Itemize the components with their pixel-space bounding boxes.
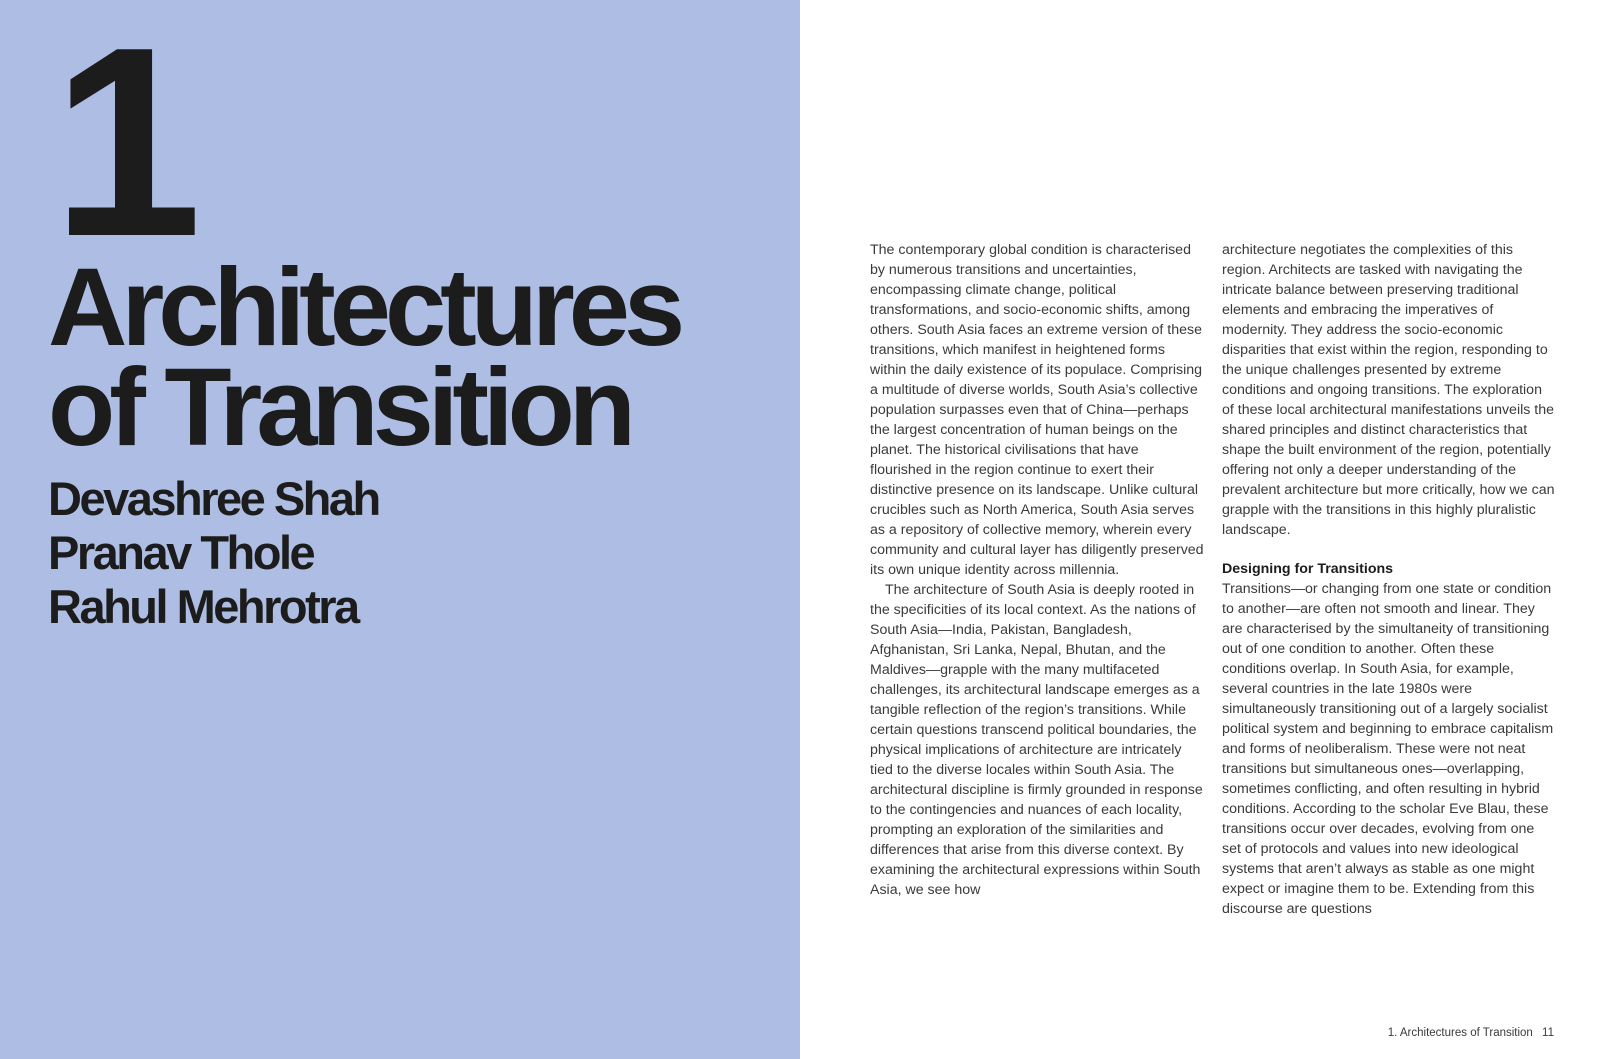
chapter-title-line-1: Architectures xyxy=(48,246,680,369)
body-paragraph: The contemporary global condition is characterised by numerous transitions and uncertainties, encompassing climate change, political transformations, and socio-economic shifts, among others. South Asia faces an extreme version of these transitions, which manifest in heightened forms within the daily existence of its populace. Comprising a multitude of diverse worlds, South Asia’s collective population surpasses even that of China—perhaps the largest concentration of human beings on the planet. The historical civilisations that have flourished in the region continue to exert their distinctive presence on its landscape. Unlike cultural crucibles such as North America, South Asia serves as a repository of collective memory, wherein every community and cultural layer has diligently preserved its own unique identity across millennia. xyxy=(870,242,1204,578)
author-name: Pranav Thole xyxy=(48,526,314,579)
text-column-1 xyxy=(870,240,1204,900)
body-paragraph: The architecture of South Asia is deeply rooted in the specificities of its local context. As the nations of South Asia—India, Pakistan, Bangladesh, Afghanistan, Sri Lanka, Nepal, Bhutan, and the Maldives—grapple with the many multifaceted challenges, its architectural landscape emerges as a tangible reflection of the region’s transitions. While certain questions transcend political boundaries, the physical implications of architecture are intricately tied to the diverse locales within South Asia. The architectural discipline is firmly grounded in response to the contingencies and nuances of each locality, prompting an exploration of the similarities and differences that arise from this diverse context. By examining the architectural expressions within South Asia, we see how xyxy=(870,582,1203,898)
running-footer xyxy=(1388,1026,1554,1040)
body-text-page xyxy=(800,0,1600,1059)
chapter-title-line-2: of Transition xyxy=(48,346,630,469)
running-title: 1. Architectures of Transition xyxy=(1387,1027,1533,1039)
author-name: Rahul Mehrotra xyxy=(48,580,358,633)
chapter-number: 1 xyxy=(52,0,193,293)
author-list xyxy=(48,472,379,634)
chapter-title xyxy=(48,246,788,469)
page-number: 11 xyxy=(1542,1027,1554,1039)
author-name: Devashree Shah xyxy=(48,472,379,525)
body-paragraph: Transitions—or changing from one state or condition to another—are often not smooth and linear. They are characterised by the simultaneity of transitioning out of one condition to another. Often these conditions overlap. In South Asia, for example, several countries in the late 1980s were simultaneously transitioning out of a largely socialist political system and beginning to embrace capitalism and forms of neoliberalism. These were not neat transitions but simultaneous ones—overlapping, sometimes conflicting, and often resulting in hybrid conditions. According to the scholar Eve Blau, these transitions occur over decades, evolving from one set of protocols and values into new ideological systems that aren’t always as stable as one might expect or imagine them to be. Extending from this discourse are questions xyxy=(1222,581,1554,917)
body-paragraph: architecture negotiates the complexities of this region. Architects are tasked with navigating the intricate balance between preserving traditional elements and embracing the imperatives of modernity. They address the socio-economic disparities that exist within the region, responding to the unique challenges presented by extreme conditions and ongoing transitions. The exploration of these local architectural manifestations unveils the shared principles and distinct characteristics that shape the built environment of the region, potentially offering not only a deeper understanding of the prevalent architecture but more critically, how we can grapple with the transitions in this highly pluralistic landscape. xyxy=(1222,242,1555,538)
section-subheading: Designing for Transitions xyxy=(1222,561,1394,577)
text-column-2 xyxy=(1222,240,1556,919)
